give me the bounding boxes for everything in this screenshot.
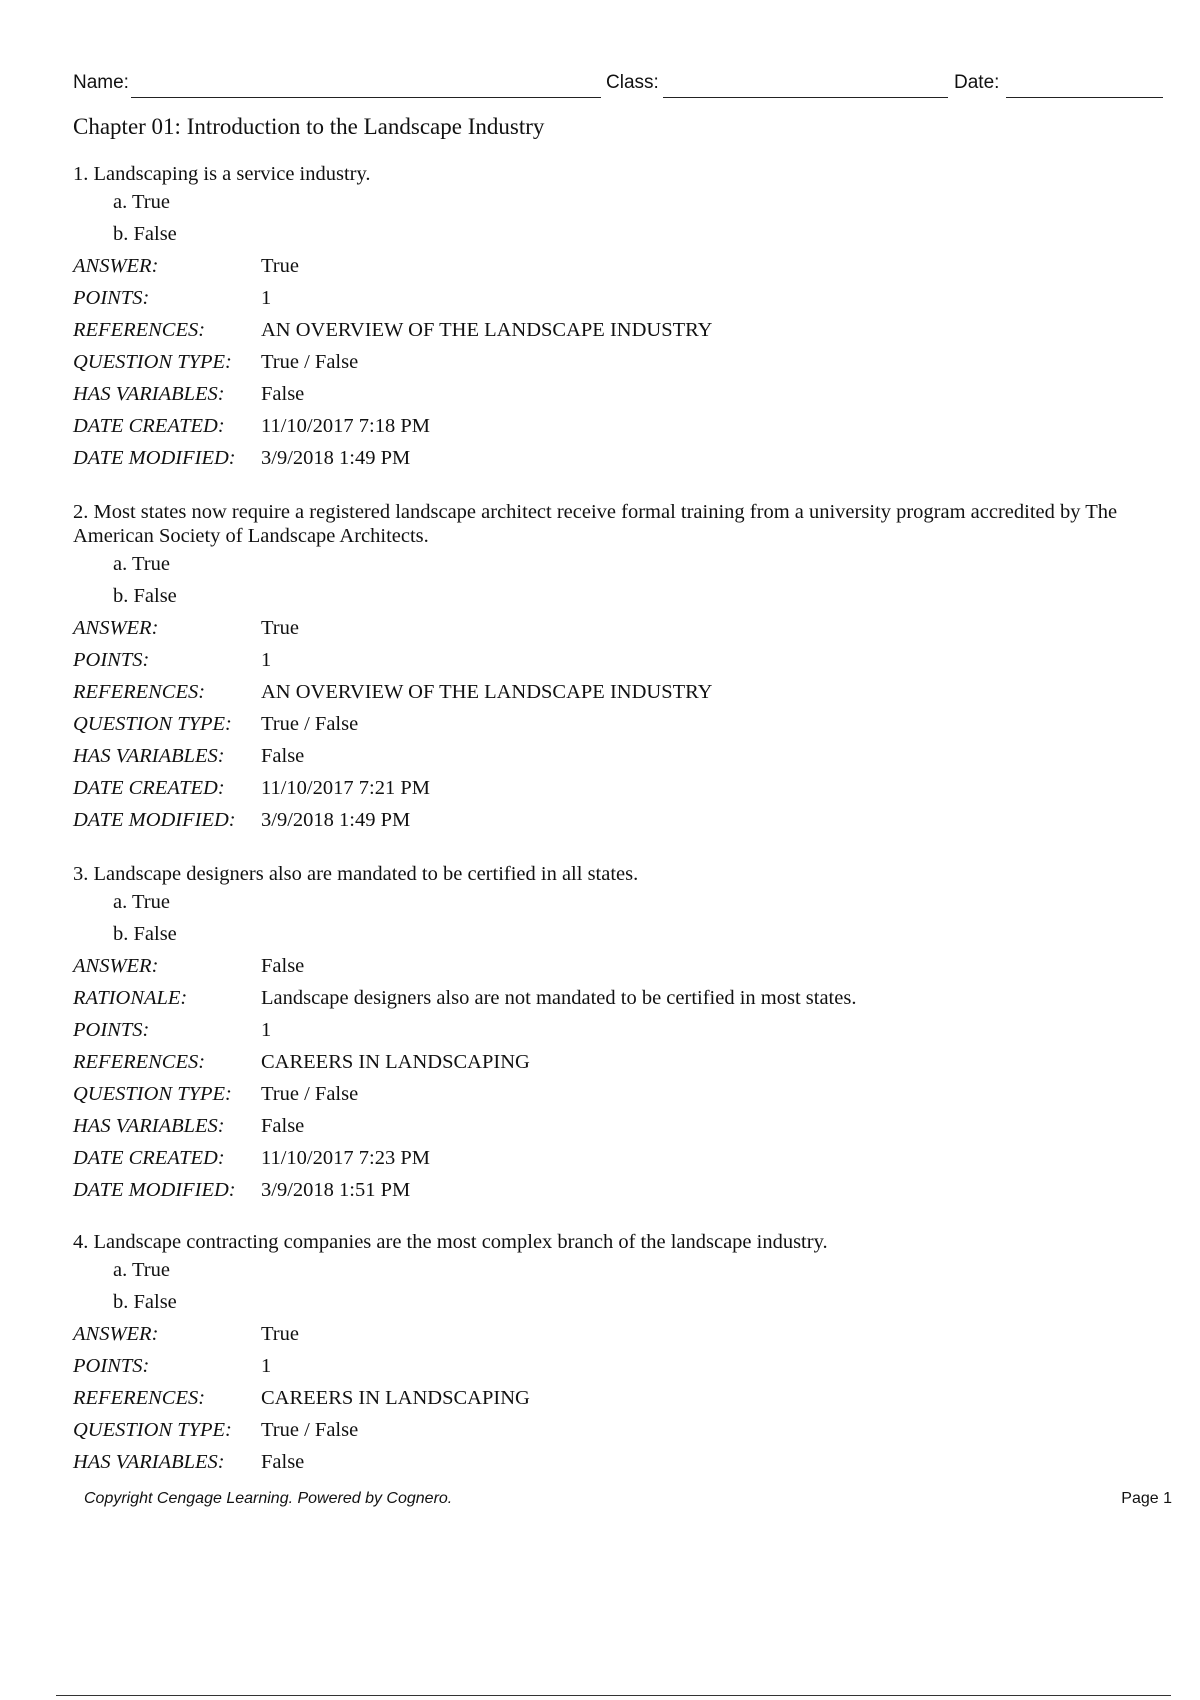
choice-a: a. True [113, 191, 170, 213]
choice-b: b. False [113, 223, 177, 245]
has-variables-label: HAS VARIABLES: [73, 1451, 225, 1473]
choice-a: a. True [113, 553, 170, 575]
references-row [73, 314, 1148, 346]
choice-a: a. True [113, 891, 170, 913]
page-bottom-divider [56, 1695, 1171, 1696]
date-created-row [73, 410, 1148, 442]
references-row [73, 676, 1148, 708]
points-label: POINTS: [73, 287, 150, 309]
answer-value: False [261, 955, 305, 977]
question-type-label: QUESTION TYPE: [73, 351, 232, 373]
has-variables-row [73, 1110, 1148, 1142]
question-2 [73, 500, 1148, 836]
question-type-label: QUESTION TYPE: [73, 713, 232, 735]
question-type-row [73, 708, 1148, 740]
has-variables-value: False [261, 745, 305, 767]
date-created-label: DATE CREATED: [73, 777, 225, 799]
has-variables-row [73, 1446, 1148, 1478]
answer-value: True [261, 1323, 299, 1345]
question-type-row [73, 1414, 1148, 1446]
points-row [73, 282, 1148, 314]
question-type-label: QUESTION TYPE: [73, 1083, 232, 1105]
question-type-value: True / False [261, 1083, 359, 1105]
has-variables-label: HAS VARIABLES: [73, 1115, 225, 1137]
class-label: Class: [606, 72, 659, 93]
answer-row [73, 612, 1148, 644]
date-modified-row [73, 442, 1148, 474]
points-row [73, 1014, 1148, 1046]
points-value: 1 [261, 1355, 272, 1377]
question-4 [73, 1230, 1148, 1478]
question-type-row [73, 346, 1148, 378]
date-created-row [73, 772, 1148, 804]
has-variables-value: False [261, 1451, 305, 1473]
rationale-row [73, 982, 1148, 1014]
question-type-value: True / False [261, 713, 359, 735]
references-value: CAREERS IN LANDSCAPING [261, 1051, 530, 1073]
choice-b: b. False [113, 1291, 177, 1313]
question-type-value: True / False [261, 351, 359, 373]
name-blank-line [131, 97, 601, 98]
date-modified-label: DATE MODIFIED: [73, 1179, 236, 1201]
has-variables-value: False [261, 1115, 305, 1137]
has-variables-row [73, 378, 1148, 410]
choice-b: b. False [113, 585, 177, 607]
choice-a: a. True [113, 1259, 170, 1281]
footer-page-number: Page 1 [1121, 1490, 1172, 1507]
question-3 [73, 862, 1148, 1206]
answer-label: ANSWER: [73, 617, 159, 639]
name-label: Name: [73, 72, 129, 93]
question-type-row [73, 1078, 1148, 1110]
question-1 [73, 162, 1148, 474]
points-row [73, 644, 1148, 676]
points-value: 1 [261, 649, 272, 671]
date-modified-label: DATE MODIFIED: [73, 447, 236, 469]
student-info-header [73, 70, 1163, 100]
date-label: Date: [954, 72, 1000, 93]
answer-value: True [261, 255, 299, 277]
points-value: 1 [261, 1019, 272, 1041]
points-label: POINTS: [73, 1019, 150, 1041]
date-created-value: 11/10/2017 7:21 PM [261, 777, 430, 799]
references-row [73, 1046, 1148, 1078]
answer-value: True [261, 617, 299, 639]
date-modified-value: 3/9/2018 1:51 PM [261, 1179, 411, 1201]
has-variables-value: False [261, 383, 305, 405]
answer-label: ANSWER: [73, 955, 159, 977]
answer-row [73, 950, 1148, 982]
answer-row [73, 250, 1148, 282]
points-label: POINTS: [73, 649, 150, 671]
answer-row [73, 1318, 1148, 1350]
references-label: REFERENCES: [73, 319, 206, 341]
references-row [73, 1382, 1148, 1414]
choice-b: b. False [113, 923, 177, 945]
references-label: REFERENCES: [73, 1387, 206, 1409]
references-label: REFERENCES: [73, 1051, 206, 1073]
answer-label: ANSWER: [73, 1323, 159, 1345]
date-blank-line [1006, 97, 1163, 98]
date-modified-value: 3/9/2018 1:49 PM [261, 447, 411, 469]
points-value: 1 [261, 287, 272, 309]
has-variables-row [73, 740, 1148, 772]
date-created-value: 11/10/2017 7:23 PM [261, 1147, 430, 1169]
rationale-label: RATIONALE: [73, 987, 188, 1009]
references-value: AN OVERVIEW OF THE LANDSCAPE INDUSTRY [261, 681, 713, 703]
question-type-value: True / False [261, 1419, 359, 1441]
references-label: REFERENCES: [73, 681, 206, 703]
date-created-label: DATE CREATED: [73, 1147, 225, 1169]
chapter-title: Chapter 01: Introduction to the Landscape Industry [73, 114, 545, 139]
date-modified-row [73, 804, 1148, 836]
date-created-row [73, 1142, 1148, 1174]
rationale-value: Landscape designers also are not mandated to be certified in most states. [261, 987, 857, 1009]
answer-label: ANSWER: [73, 255, 159, 277]
question-stem: 1. Landscaping is a service industry. [73, 163, 371, 185]
points-label: POINTS: [73, 1355, 150, 1377]
footer-copyright: Copyright Cengage Learning. Powered by Cognero. [84, 1490, 453, 1507]
references-value: CAREERS IN LANDSCAPING [261, 1387, 530, 1409]
has-variables-label: HAS VARIABLES: [73, 383, 225, 405]
question-stem: 4. Landscape contracting companies are the most complex branch of the landscape industry. [73, 1231, 828, 1253]
date-modified-row [73, 1174, 1148, 1206]
question-type-label: QUESTION TYPE: [73, 1419, 232, 1441]
date-created-label: DATE CREATED: [73, 415, 225, 437]
references-value: AN OVERVIEW OF THE LANDSCAPE INDUSTRY [261, 319, 713, 341]
question-stem: 2. Most states now require a registered landscape architect receive formal training from a university program accredited by The American Society of Landscape Architects. [73, 501, 1118, 547]
date-modified-label: DATE MODIFIED: [73, 809, 236, 831]
question-stem: 3. Landscape designers also are mandated to be certified in all states. [73, 863, 639, 885]
date-created-value: 11/10/2017 7:18 PM [261, 415, 430, 437]
has-variables-label: HAS VARIABLES: [73, 745, 225, 767]
class-blank-line [663, 97, 948, 98]
points-row [73, 1350, 1148, 1382]
date-modified-value: 3/9/2018 1:49 PM [261, 809, 411, 831]
